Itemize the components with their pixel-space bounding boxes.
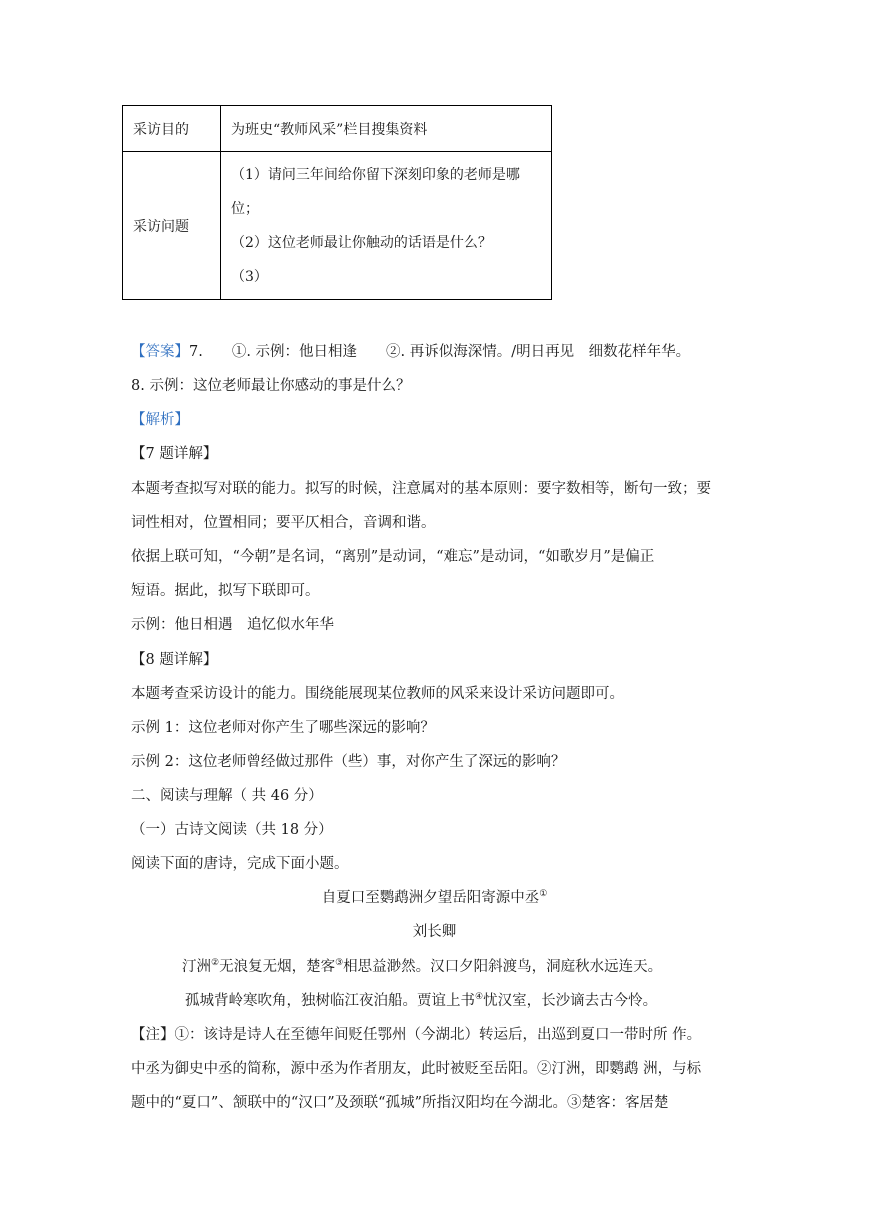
section-subtitle: （一）古诗文阅读（共 18 分） [131,822,333,838]
table-cell-purpose-label: 采访目的 [123,106,221,152]
table-cell-questions [221,152,552,300]
note-line: 题中的“夏口”、颔联中的“汉口”及颈联“孤城”所指汉阳均在今湖北。③楚客：客居楚 [131,1095,669,1111]
poem-text: 汀洲 [182,959,211,975]
analysis-text: 本题考查采访设计的能力。围绕能展现某位教师的风采来设计采访问题即可。 [131,686,624,702]
poem-text: 孤城背岭寒吹角，独树临江夜泊船。贾谊上书 [185,993,475,1009]
footnote-mark: ② [211,958,220,969]
analysis-text: 词性相对，位置相同；要平仄相合，音调和谐。 [131,515,436,531]
answer-line-7 [131,342,690,362]
detail-heading-8: 【8 题详解】 [131,652,218,668]
question-2: （2）这位老师最让你触动的话语是什么？ [231,234,492,251]
table-cell-purpose: 为班史“教师风采”栏目搜集资料 [221,106,552,152]
answer-tag: 【答案】 [131,344,189,360]
analysis-example: 示例 1：这位老师对你产生了哪些深远的影响？ [131,720,435,736]
section-instruction: 阅读下面的唐诗，完成下面小题。 [131,856,349,872]
analysis-text: 短语。据此，拟写下联即可。 [131,583,320,599]
poem-line-1 [182,957,662,977]
footnote-mark: ③ [335,958,344,969]
poem-author: 刘长卿 [412,924,457,940]
analysis-text: 依据上联可知，“今朝”是名词，“离别”是动词，“难忘”是动词，“如歌岁月”是偏正 [131,549,655,565]
note-line: 中丞为御史中丞的简称，源中丞为作者朋友，此时被贬至岳阳。②汀洲，即鹦鹉 洲，与标 [131,1061,702,1077]
poem-title-text: 自夏口至鹦鹉洲夕望岳阳寄源中丞 [321,890,540,906]
table-cell-questions-label: 采访问题 [123,152,221,300]
poem-text: 忧汉室，长沙谪去古今怜。 [483,993,658,1009]
interview-table [122,105,552,300]
answer-7: 7. ①. 示例：他日相逢 ②. 再诉似海深情。/明日再见 细数花样年华。 [189,344,691,360]
table-row [123,106,552,152]
footnote-mark: ④ [475,992,484,1003]
analysis-tag: 【解析】 [131,412,189,428]
poem-text: 无浪复无烟，楚客 [219,959,336,975]
poem-line-2 [185,991,657,1011]
section-title: 二、阅读与理解（ 共 46 分） [131,788,323,804]
table-row [123,152,552,300]
detail-heading-7: 【7 题详解】 [131,446,218,462]
question-1a: （1）请问三年间给你留下深刻印象的老师是哪 [231,166,520,183]
analysis-example: 示例：他日相遇 追忆似水年华 [131,617,334,633]
question-3: （3） [231,268,268,285]
analysis-text: 本题考查拟写对联的能力。拟写的时候，注意属对的基本原则：要字数相等，断句一致；要 [131,481,711,497]
question-1b: 位； [231,200,259,217]
poem-title [0,888,869,908]
answer-8: 8. 示例：这位老师最让你感动的事是什么？ [131,378,411,394]
footnote-mark: ① [539,889,548,900]
poem-text: 相思益渺然。汉口夕阳斜渡鸟，洞庭秋水远连天。 [343,959,663,975]
analysis-example: 示例 2：这位老师曾经做过那件（些）事，对你产生了深远的影响？ [131,754,566,770]
note-line: 【注】①：该诗是诗人在至德年间贬任鄂州（今湖北）转运后，出巡到夏口一带时所 作。 [131,1027,702,1043]
